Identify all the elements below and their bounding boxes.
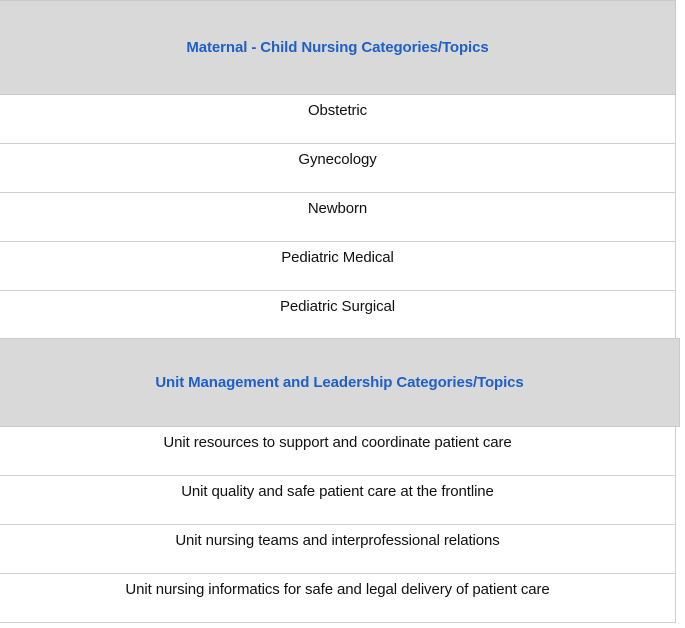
section-header-unit-management [0, 338, 680, 427]
topic-label: Unit nursing informatics for safe and legal delivery of patient care [125, 581, 550, 598]
table-row [0, 525, 676, 574]
table-row [0, 144, 676, 193]
topic-label: Gynecology [298, 151, 377, 168]
topic-label: Newborn [307, 200, 368, 217]
table-row [0, 193, 676, 242]
topic-label: Unit nursing teams and interprofessional relations [175, 532, 500, 549]
section-title: Maternal - Child Nursing Categories/Topics [186, 39, 489, 56]
topic-label: Unit resources to support and coordinate patient care [163, 434, 512, 451]
topic-label: Unit quality and safe patient care at the frontline [181, 483, 494, 500]
table-row [0, 291, 676, 338]
table-row [0, 574, 676, 623]
section-title: Unit Management and Leadership Categories/Topics [155, 374, 524, 391]
table-row [0, 242, 676, 291]
topic-label: Obstetric [307, 102, 368, 119]
table-row [0, 427, 676, 476]
table-row [0, 476, 676, 525]
topic-label: Pediatric Surgical [280, 298, 395, 315]
topic-label: Pediatric Medical [281, 249, 394, 266]
table-row [0, 95, 676, 144]
section-header-maternal-child [0, 0, 676, 95]
